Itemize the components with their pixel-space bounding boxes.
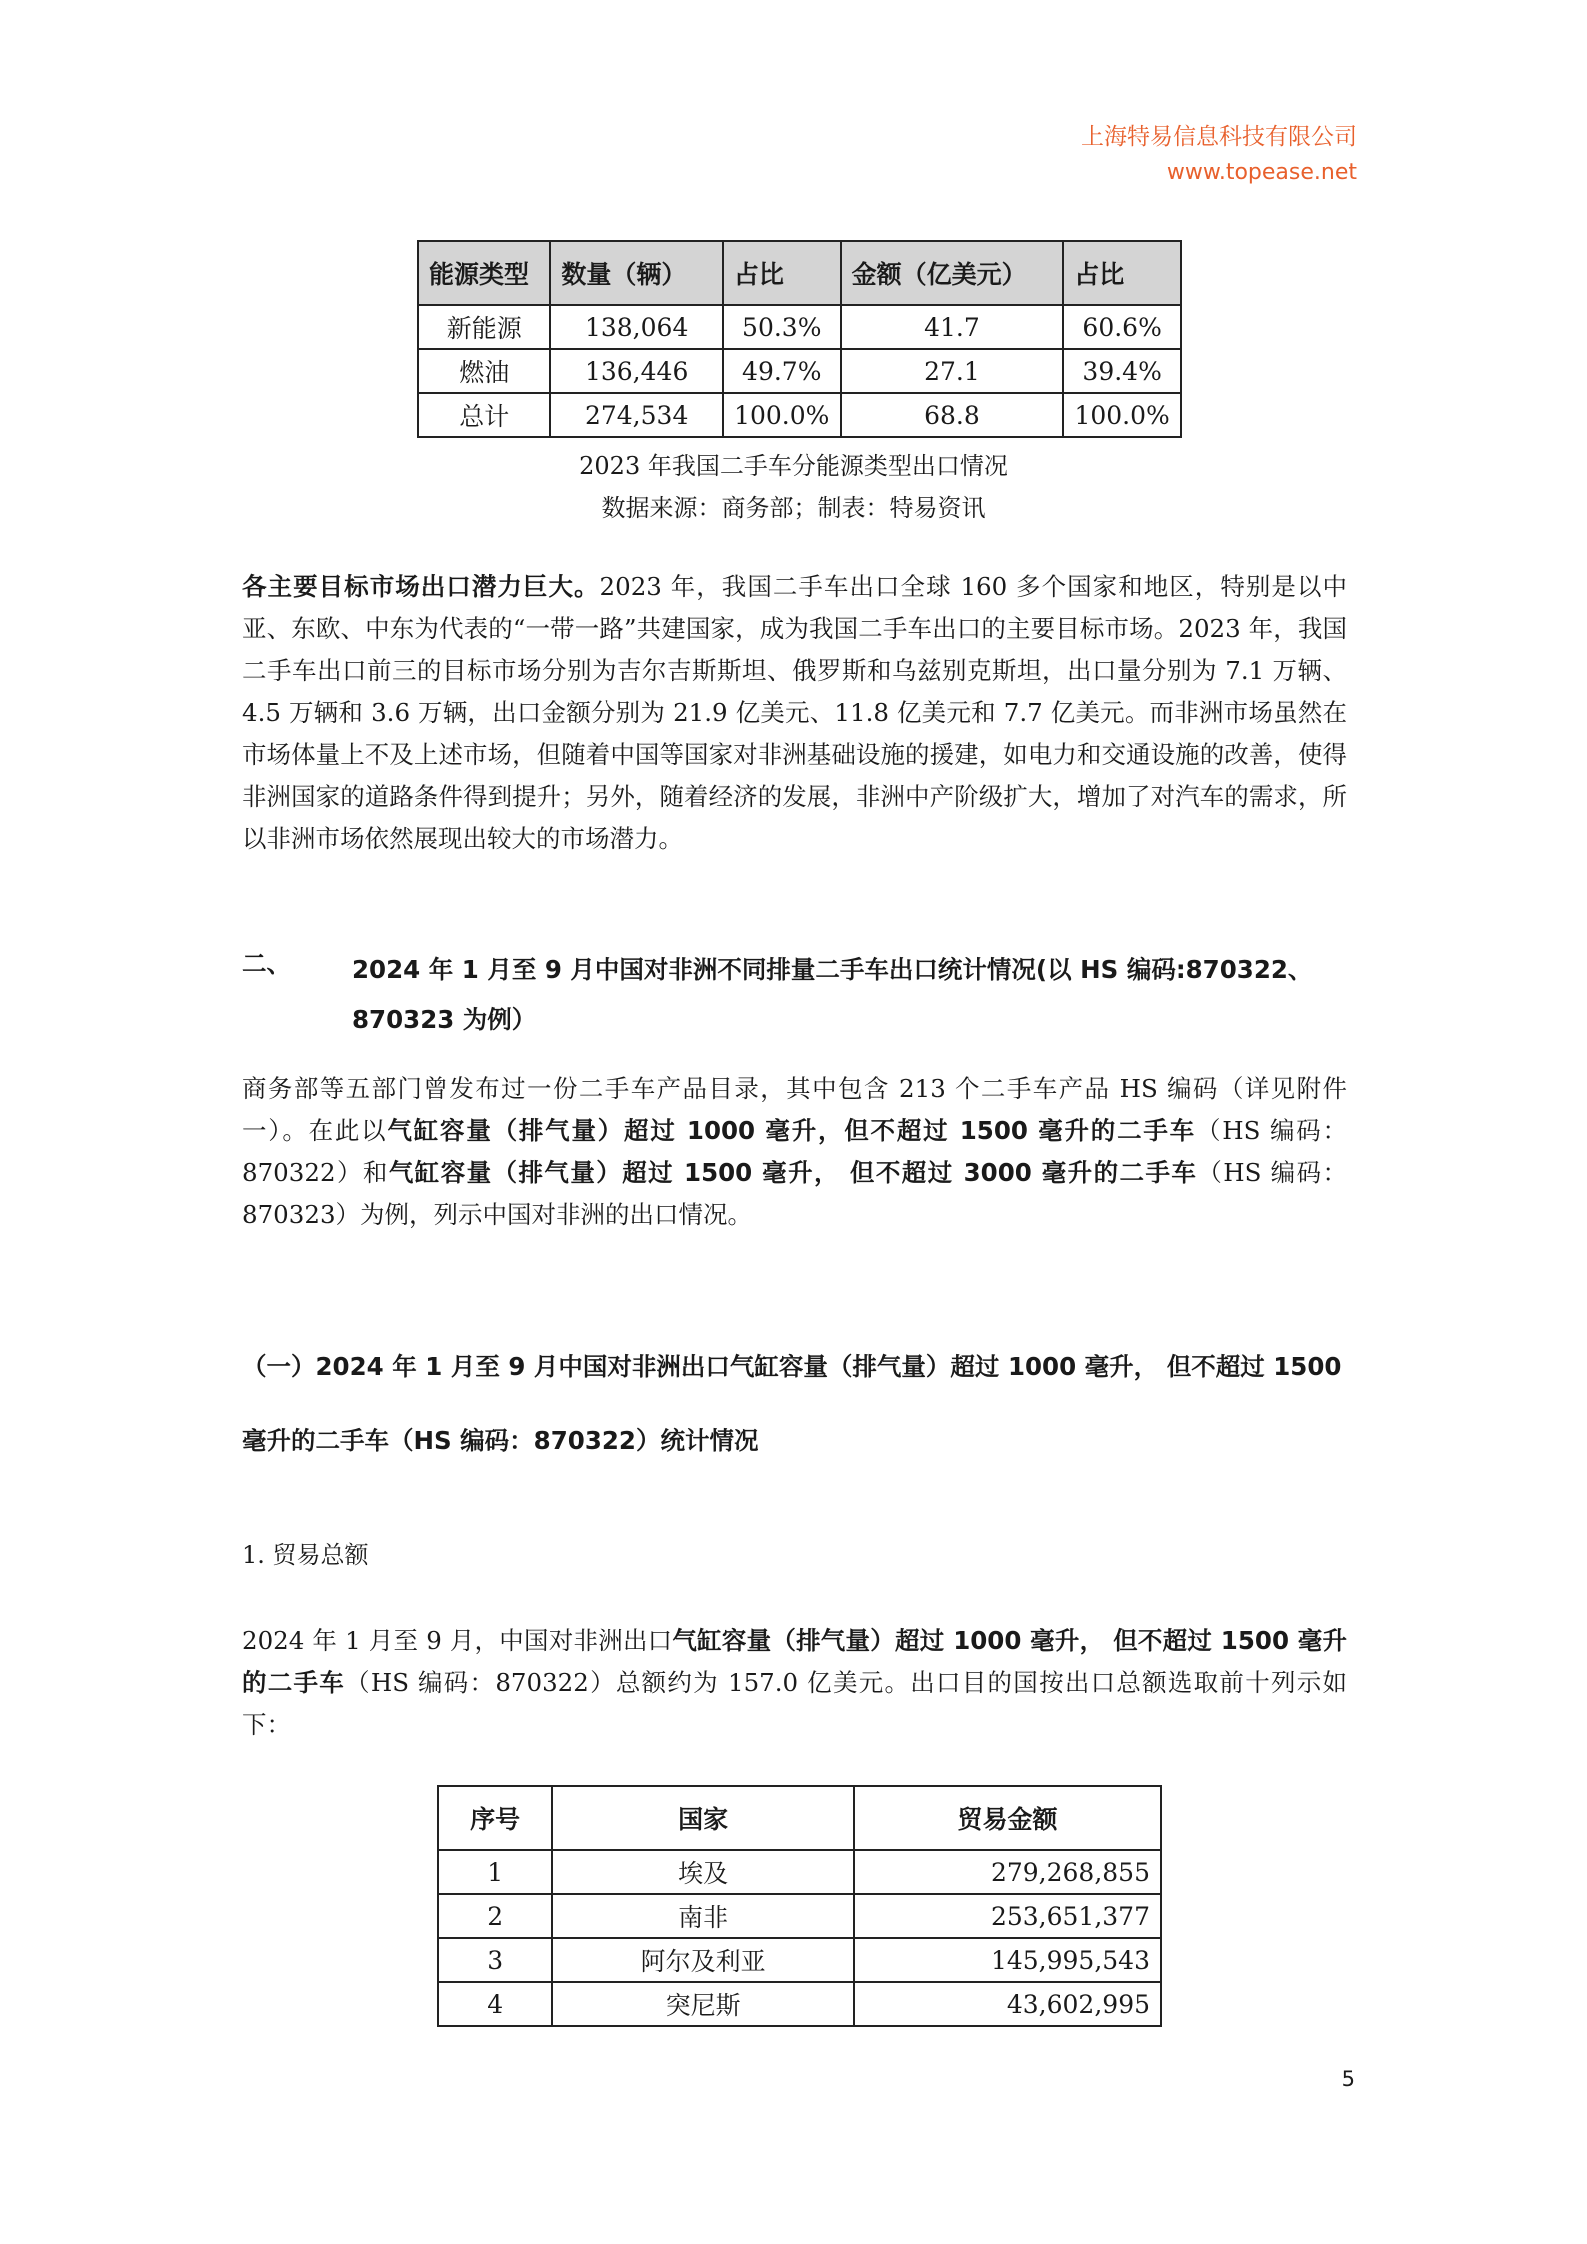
table-cell: 燃油 [418, 349, 550, 393]
table-cell: 埃及 [552, 1850, 854, 1894]
column-header: 能源类型 [418, 241, 550, 305]
paragraph-trade-total [242, 1620, 1347, 1746]
table-cell: 274,534 [550, 393, 723, 437]
table-cell: 253,651,377 [854, 1894, 1161, 1938]
column-header: 贸易金额 [854, 1786, 1161, 1850]
paragraph-text: （HS 编码：870322）和 [242, 1116, 1348, 1187]
paragraph-bold: 气缸容量（排气量）超过 1000 毫升， 但不超过 1500 毫升的二手车 [242, 1626, 1347, 1697]
paragraph-market-potential [242, 566, 1347, 860]
energy-type-table [417, 240, 1182, 438]
subsection-title: （一）2024 年 1 月至 9 月中国对非洲出口气缸容量（排气量）超过 1000 毫升， 但不超过 1500 毫升的二手车（HS 编码：870322）统计情况 [242, 1352, 1342, 1455]
table-cell: 279,268,855 [854, 1850, 1161, 1894]
table-header-row [438, 1786, 1161, 1850]
paragraph-text: （HS 编码：870322）总额约为 157.0 亿美元。出口目的国按出口总额选取前十列示如下： [242, 1668, 1347, 1739]
table-cell: 南非 [552, 1894, 854, 1938]
header-company: 上海特易信息科技有限公司 [1081, 124, 1357, 150]
table-cell: 60.6% [1063, 305, 1181, 349]
paragraph-text: 商务部等五部门曾发布过一份二手车产品目录，其中包含 213 个二手车产品 HS 编码（详见附件一）。在此以 [242, 1074, 1347, 1145]
table-source: 数据来源：商务部；制表：特易资讯 [601, 494, 986, 522]
table-cell: 49.7% [723, 349, 841, 393]
table-cell: 突尼斯 [552, 1982, 854, 2026]
header-website[interactable]: www.topease.net [1166, 160, 1357, 185]
table-cell: 50.3% [723, 305, 841, 349]
section-title: 2024 年 1 月至 9 月中国对非洲不同排量二手车出口统计情况(以 HS 编码:870322、870323 为例） [352, 955, 1313, 1034]
column-header: 数量（辆） [550, 241, 723, 305]
column-header: 占比 [723, 241, 841, 305]
section-number: 二、 [242, 949, 291, 978]
table-cell: 100.0% [723, 393, 841, 437]
paragraph-catalog [242, 1068, 1347, 1236]
table-cell: 68.8 [841, 393, 1064, 437]
table-cell: 136,446 [550, 349, 723, 393]
trade-amount-table [437, 1785, 1162, 2027]
table-row [418, 393, 1181, 437]
table-cell: 39.4% [1063, 349, 1181, 393]
paragraph-bold: 气缸容量（排气量）超过 1500 毫升， 但不超过 3000 毫升的二手车 [388, 1158, 1198, 1187]
table-cell: 总计 [418, 393, 550, 437]
table-header-row [418, 241, 1181, 305]
table-cell: 27.1 [841, 349, 1064, 393]
table-cell: 3 [438, 1938, 552, 1982]
page-number: 5 [1341, 2067, 1355, 2091]
column-header: 金额（亿美元） [841, 241, 1064, 305]
table-row [438, 1894, 1161, 1938]
table-cell: 43,602,995 [854, 1982, 1161, 2026]
table-cell: 41.7 [841, 305, 1064, 349]
table-cell: 新能源 [418, 305, 550, 349]
table-cell: 145,995,543 [854, 1938, 1161, 1982]
table-row [438, 1938, 1161, 1982]
table-cell: 2 [438, 1894, 552, 1938]
item-heading: 1. 贸易总额 [242, 1541, 369, 1569]
table-cell: 1 [438, 1850, 552, 1894]
paragraph-text: （HS 编码：870323）为例，列示中国对非洲的出口情况。 [242, 1158, 1348, 1229]
paragraph-text: 2023 年，我国二手车出口全球 160 多个国家和地区，特别是以中亚、东欧、中东为代表的“一带一路”共建国家，成为我国二手车出口的主要目标市场。2023 年，我国二手车出口前三的目标市场分别为吉尔吉斯斯坦、俄罗斯和乌兹别克斯坦，出口量分别为 7.1 万辆、4.5 万辆和 3.6 万辆，出口金额分别为 21.9 亿美元、11.8 亿美元和 7.7 亿美元。而非洲市场虽然在市场体量上不及上述市场，但随着中国等国家对非洲基础设施的援建，如电力和交通设施的改善，使得非洲国家的道路条件得到提升；另外，随着经济的发展，非洲中产阶级扩大，增加了对汽车的需求，所以非洲市场依然展现出较大的市场潜力。 [242, 572, 1347, 853]
table-row [418, 305, 1181, 349]
table-cell: 138,064 [550, 305, 723, 349]
table-cell: 阿尔及利亚 [552, 1938, 854, 1982]
column-header: 国家 [552, 1786, 854, 1850]
paragraph-text: 2024 年 1 月至 9 月，中国对非洲出口 [242, 1626, 673, 1655]
paragraph-bold: 气缸容量（排气量）超过 1000 毫升，但不超过 1500 毫升的二手车 [387, 1116, 1196, 1145]
paragraph-lead: 各主要目标市场出口潜力巨大。 [242, 572, 600, 601]
table-cell: 4 [438, 1982, 552, 2026]
table-cell: 100.0% [1063, 393, 1181, 437]
table-row [438, 1982, 1161, 2026]
table-row [438, 1850, 1161, 1894]
table-row [418, 349, 1181, 393]
column-header: 序号 [438, 1786, 552, 1850]
table-caption: 2023 年我国二手车分能源类型出口情况 [579, 452, 1008, 480]
column-header: 占比 [1063, 241, 1181, 305]
